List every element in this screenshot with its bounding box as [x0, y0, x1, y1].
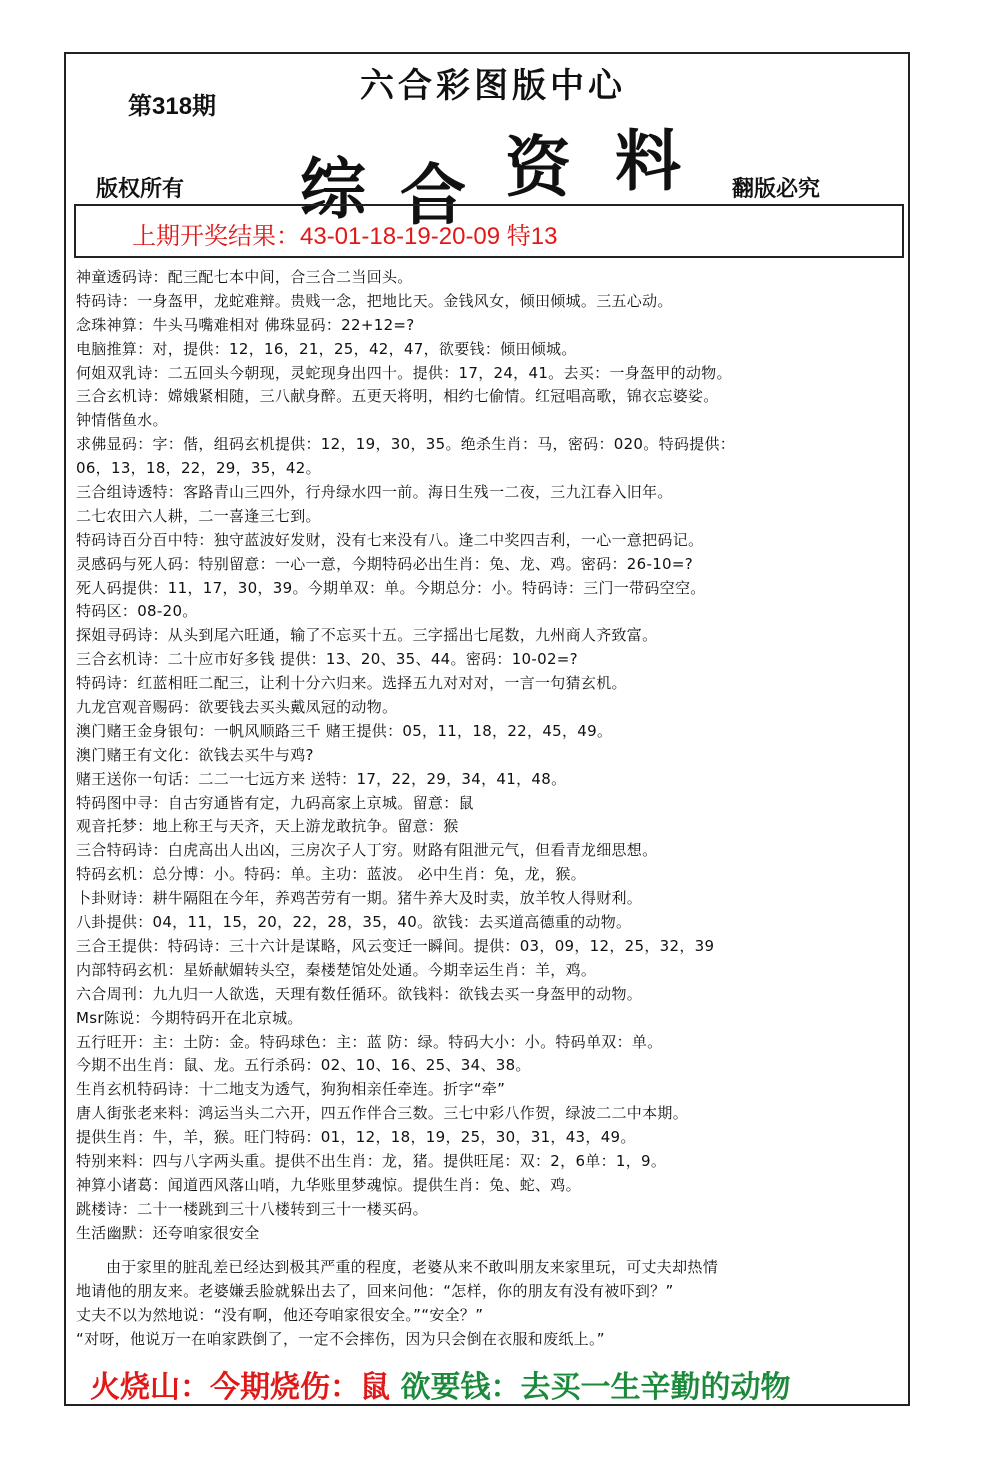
info-line: 六合周刊：九九归一人欲选，天理有数任循环。欲钱料：欲钱去买一身盔甲的动物。: [76, 984, 643, 1003]
info-line: 特别来料：四与八字两头重。提供不出生肖：龙，猪。提供旺尾：双：2，6单：1，9。: [76, 1151, 667, 1170]
info-line: 何姐双乳诗：二五回头今朝现，灵蛇现身出四十。提供：17，24，41。去买：一身盔甲的动物。: [76, 363, 732, 382]
main-title-char-1: 综: [300, 150, 366, 228]
info-line: 神童透码诗：配三配七本中间，合三合二当回头。: [76, 268, 413, 286]
info-line: 赌王送你一句话：二二一七远方来 送特：17，22，29，34，41，48。: [76, 769, 567, 788]
info-line: 三合组诗透特：客路青山三四外，行舟绿水四一前。海日生残一二夜，三九江春入旧年。: [76, 483, 673, 502]
humor-story: [76, 1256, 902, 1352]
info-line: 特码图中寻：自古穷通皆有定，九码高家上京城。留意：鼠: [76, 793, 474, 812]
info-line: 三合玄机诗：二十应市好多钱 提供：13、20、35、44。密码：10-02=?: [76, 650, 578, 669]
info-lines: [76, 266, 902, 1246]
copyright-left: 版权所有: [96, 176, 185, 202]
main-title-char-2: 合: [400, 156, 466, 234]
info-line: 提供生肖：牛，羊，猴。旺门特码：01，12，18，19，25，30，31，43，49。: [76, 1128, 636, 1147]
info-line: 灵感码与死人码：特别留意：一心一意，今期特码必出生肖：兔、龙、鸡。密码：26-10=?: [76, 554, 694, 573]
last-result-text: 上期开奖结果：43-01-18-19-20-09 特13: [132, 223, 558, 250]
main-title-char-4: 料: [615, 122, 681, 200]
info-line: 澳门赌王金身银句：一帆风顺路三千 赌王提供：05，11，18，22，45，49。: [76, 721, 613, 740]
info-line: 观音托梦：地上称王与天齐，天上游龙敢抗争。留意：猴: [76, 817, 459, 836]
info-line: 神算小诸葛：闻道西风落山哨，九华账里梦魂惊。提供生肖：兔、蛇、鸡。: [76, 1175, 581, 1194]
main-title-char-3: 资: [505, 128, 571, 206]
info-line: 内部特码玄机：星娇献媚转头空，秦楼楚馆处处通。今期幸运生肖：羊，鸡。: [76, 960, 597, 979]
info-line: 特码诗：一身盔甲，龙蛇难辩。贵贱一念，把地比天。金钱风女，倾田倾城。三五心动。: [76, 291, 673, 310]
info-line: 跳楼诗：二十一楼跳到三十八楼转到三十一楼买码。: [76, 1199, 428, 1218]
info-line: 今期不出生肖：鼠、龙。五行杀码：02、10、16、25、34、38。: [76, 1056, 531, 1075]
story-line: 由于家里的脏乱差已经达到极其严重的程度，老婆从来不敢叫朋友来家里玩，可丈夫却热情: [106, 1258, 719, 1276]
copyright-right: 翻版必究: [732, 176, 821, 202]
info-line: 特码诗百分百中特：独守蓝波好发财，没有七来没有八。逢二中奖四吉利，一心一意把码记。: [76, 530, 704, 549]
footer-red-text: 火烧山：今期烧伤：鼠: [90, 1370, 390, 1405]
info-line: 三合玄机诗：嫦娥紧相随，三八献身醉。五更天将明，相约七偷情。红冠唱高歌，锦衣忘婆娑。: [76, 387, 719, 406]
story-line: 丈夫不以为然地说：“没有啊，他还夸咱家很安全。”“安全？”: [76, 1305, 484, 1324]
info-line: 九龙宫观音赐码：欲要钱去买头戴凤冠的动物。: [76, 698, 398, 717]
info-line: 生肖玄机特码诗：十二地支为透气，狗狗相亲任牵连。折字“牵”: [76, 1080, 506, 1099]
story-line: 地请他的朋友来。老婆嫌丢脸就躲出去了，回来问他：“怎样，你的朋友有没有被吓到？”: [76, 1281, 674, 1300]
info-line: 特码玄机：总分博：小。特码：单。主功：蓝波。 必中生肖：兔，龙，猴。: [76, 865, 586, 884]
info-line: 卜卦财诗：耕牛隔阻在今年，养鸡苦劳有一期。猪牛养大及时卖，放羊牧人得财利。: [76, 889, 643, 908]
info-line: 三合特码诗：白虎高出人出凶，三房次子人丁穷。财路有阻泄元气，但看青龙细思想。: [76, 841, 658, 860]
info-line: 求佛显码：字：偕，组码玄机提供：12，19，30，35。绝杀生肖：马，密码：020。特码提供：: [76, 435, 736, 454]
info-line: 死人码提供：11，17，30，39。今期单双：单。今期总分：小。特码诗：三门一带码空空。: [76, 578, 706, 597]
info-line: 电脑推算：对，提供：12，16，21，25，42，47，欲要钱：倾田倾城。: [76, 339, 577, 358]
last-result-box: [74, 204, 904, 258]
info-line: 特码区：08-20。: [76, 602, 198, 621]
info-line: 念珠神算：牛头马嘴难相对 佛珠显码：22+12=?: [76, 315, 415, 334]
footer-green-text: 欲要钱：去买一生辛勤的动物: [400, 1370, 791, 1405]
info-line: 唐人街张老来料：鸿运当头二六开，四五作伴合三数。三七中彩八作贺，绿波二二中本期。: [76, 1104, 689, 1123]
info-line: Msr陈说：今期特码开在北京城。: [76, 1008, 303, 1027]
footer-banner: [90, 1362, 790, 1406]
info-line: 06，13，18，22，29，35，42。: [76, 459, 321, 478]
info-line: 生活幽默：还夸咱家很安全: [76, 1223, 260, 1242]
main-title: [300, 108, 720, 234]
info-line: 三合王提供：特码诗：三十六计是谋略，风云变迁一瞬间。提供：03，09，12，25，32，39: [76, 936, 715, 955]
info-line: 二七农田六人耕，二一喜逢三七到。: [76, 506, 321, 525]
info-line: 探姐寻码诗：从头到尾六旺通，输了不忘买十五。三字摇出七尾数，九州商人齐致富。: [76, 626, 658, 645]
info-line: 八卦提供：04，11，15，20，22，28，35，40。欲钱：去买道高德重的动物。: [76, 913, 632, 932]
info-line: 特码诗：红蓝相旺二配三，让利十分六归来。选择五九对对对，一言一句猜玄机。: [76, 674, 627, 693]
info-line: 钟情偕鱼水。: [76, 411, 168, 430]
info-line: 五行旺开：主：土防：金。特码球色：主：蓝 防：绿。特码大小：小。特码单双：单。: [76, 1032, 663, 1051]
info-line: 澳门赌王有文化：欲钱去买牛与鸡?: [76, 745, 314, 764]
story-line: “对呀，他说万一在咱家跌倒了，一定不会摔伤，因为只会倒在衣服和废纸上。”: [76, 1329, 605, 1348]
org-title: 六合彩图版中心: [360, 66, 626, 106]
issue-number: 第318期: [128, 93, 217, 120]
